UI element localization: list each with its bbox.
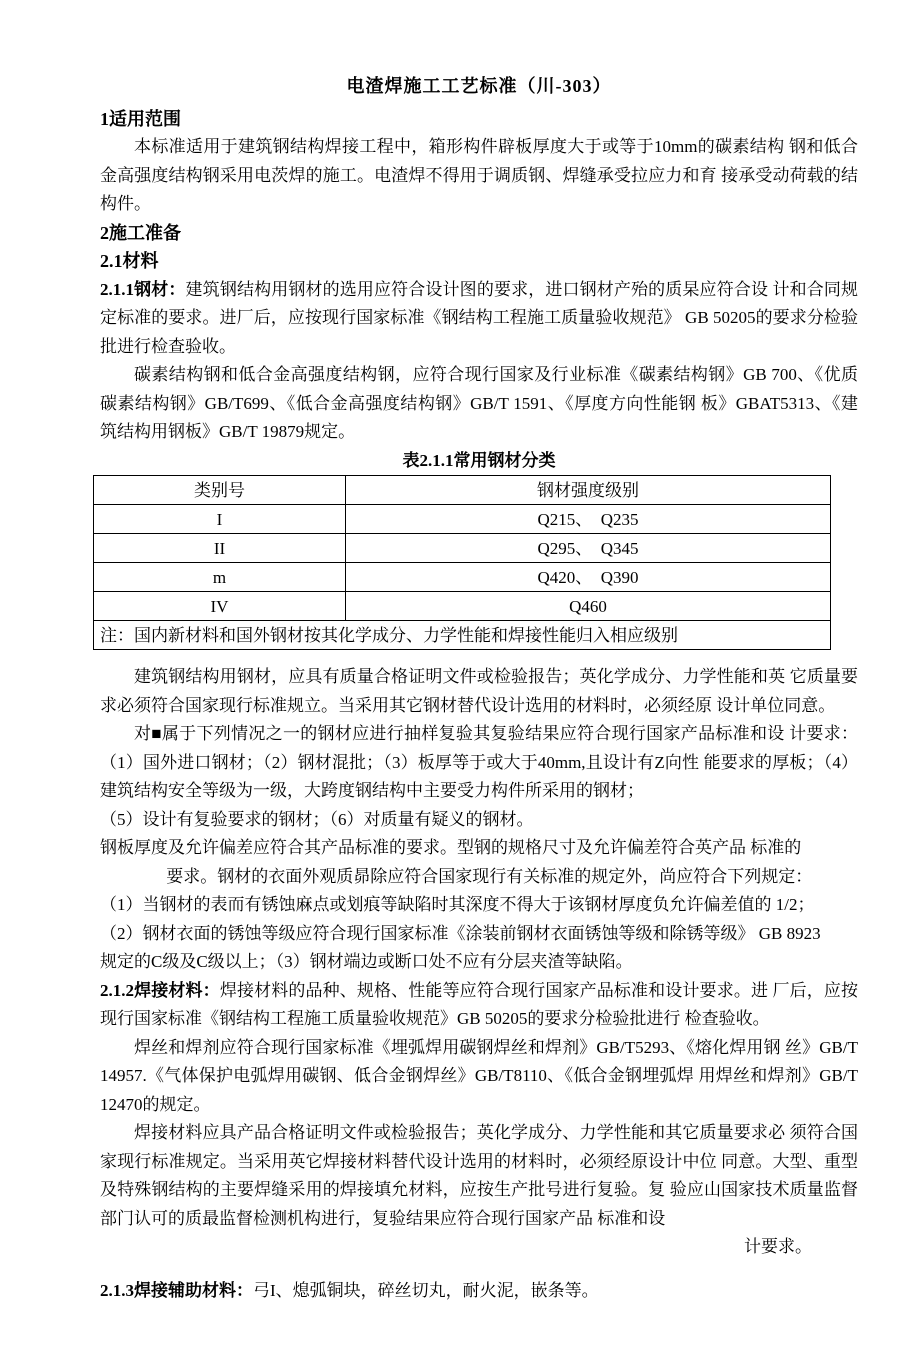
table-cell-grades: Q215、 Q235 (346, 505, 831, 534)
paragraph-thickness-line: （1）当钢材的表而有锈蚀麻点或划痕等缺陷时其深度不得大于该钢材厚度负允许偏差值的 1/2； (100, 895, 815, 914)
paragraph-thickness-line: （2）钢材衣面的锈蚀等级应符合现行国家标准《涂装前钢材衣面锈蚀等级和除锈等级》 GB 8923 (100, 923, 821, 943)
table-cell-category: II (94, 534, 346, 563)
clause-steel-label: 2.1.1钢材： (100, 279, 186, 299)
paragraph-wire-flux: 焊丝和焊剂应符合现行国家标准《埋弧焊用碳钢焊丝和焊剂》GB/T5293、《熔化焊用钢 丝》GB/T 14957.《气体保护电弧焊用碳钢、低合金钢焊丝》GB/T8110、《低合金钢埋弧焊 用焊丝和焊剂》GB/T 12470的规定。 (100, 1037, 858, 1114)
clause-welding-material-label: 2.1.2焊接材料： (100, 980, 220, 1000)
table-note-row (94, 621, 831, 650)
paragraph-recheck: 对■属于下列情况之一的钢材应进行抽样复验其复验结果应符合现行国家产品标准和设 计要求：（1）国外进口钢材；（2）钢材混批；（3）板厚等于或大于40mm,且设计有Z向性 能要求的厚板；（4）建筑结构安全等级为一级，大跨度钢结构中主要受力构件所采用的钢材； (100, 724, 858, 800)
table-cell-grades: Q420、 Q390 (346, 563, 831, 592)
document-title: 电渣焊施工工艺标准（川-303） (346, 76, 612, 96)
heading-preparation: 2施工准备 (100, 222, 181, 243)
paragraph-thickness-line: 钢板厚度及允许偏差应符合其产品标准的要求。型钢的规格尺寸及允许偏差符合英产品 标准的 (100, 838, 802, 857)
paragraph-carbon-steel: 碳素结构钢和低合金高强度结构钢，应符合现行国家及行业标准《碳素结构钢》GB 700、《优质碳素结构钢》GB/T699、《低合金高强度结构钢》GB/T 1591、《厚度方向性能钢 板》GBAT5313、《建筑结构用钢板》GB/T 19879规定。 (100, 365, 858, 441)
paragraph-recheck-items: （5）设计有复验要求的钢材；（6）对质量有疑义的钢材。 (100, 809, 534, 829)
table-header-category: 类别号 (94, 476, 346, 505)
clause-welding-material-text: 焊接材料的品种、规格、性能等应符合现行国家产品标准和设计要求。进 厂后，应按现行国家标准《钢结构工程施工质量验收规范》GB 50205的要求分检验批进行 检查验收。 (100, 980, 859, 1028)
table-row (94, 534, 831, 563)
heading-material: 2.1材料 (100, 251, 159, 271)
table-row (94, 592, 831, 621)
table-cell-grades: Q295、 Q345 (346, 534, 831, 563)
table-cell-category: m (94, 563, 346, 592)
table-row (94, 505, 831, 534)
table-cell-category: IV (94, 592, 346, 621)
table-caption: 表2.1.1常用钢材分类 (402, 450, 556, 470)
table-row (94, 563, 831, 592)
paragraph-welding-cert-tail: 计要求。 (744, 1237, 812, 1256)
steel-classification-table (93, 475, 831, 650)
heading-scope: 1适用范围 (100, 108, 181, 129)
paragraph-quality-cert: 建筑钢结构用钢材，应具有质量合格证明文件或检验报告；英化学成分、力学性能和英 它质量要求必须符合国家现行标准规立。当采用其它钢材替代设计选用的材料时，必须经原 设计单位同意。 (100, 667, 858, 715)
clause-auxiliary-text: 弓I、熄弧铜块，碎丝切丸，耐火泥，嵌条等。 (253, 1280, 599, 1300)
clause-steel (100, 276, 858, 362)
paragraph-scope: 本标准适用于建筑钢结构焊接工程中，箱形构件辟板厚度大于或等于10mm的碳素结构 钢和低合金高强度结构钢采用电茨焊的施工。电渣焊不得用于调质钢、焊缝承受拉应力和育 接承受动荷载的结构件。 (100, 137, 858, 213)
clause-welding-material (100, 977, 858, 1034)
clause-steel-text: 建筑钢结构用钢材的选用应符合设计图的要求，进口钢材产殆的质杲应符合设 计和合同规定标准的要求。进厂后，应按现行国家标准《钢结构工程施工质量验收规范》 GB 50205的要求分检验批进行检查验收。 (100, 279, 859, 356)
table-header-grade: 钢材强度级别 (346, 476, 831, 505)
paragraph-thickness (100, 834, 858, 977)
paragraph-thickness-line: 要求。钢材的衣面外观质昴除应符合国家现行有关标准的规定外，尚应符合下列规定： (166, 866, 813, 886)
clause-auxiliary-label: 2.1.3焊接辅助材料： (100, 1280, 253, 1300)
paragraph-welding-cert: 焊接材料应具产品合格证明文件或检验报告；英化学成分、力学性能和其它质量要求必 须符合国家现行标准规定。当采用英它焊接材料替代设计选用的材料时，必须经原设计中位 同意。大型、重型及特殊钢结构的主要焊缝采用的焊接填允材料，应按生产批号进行复验。复 验应山国家技术质量监督部门认可的质最监督检测机构进行，复验结果应符合现行国家产品 标准和设 (100, 1123, 858, 1228)
table-cell-grades: Q460 (346, 592, 831, 621)
table-cell-category: I (94, 505, 346, 534)
clause-auxiliary (100, 1277, 858, 1306)
table-note-cell: 注：国内新材料和国外钢材按其化学成分、力学性能和焊接性能归入相应级别 (94, 621, 831, 650)
paragraph-thickness-line: 规定的C级及C级以上；（3）钢材端边或断口处不应有分层夹渣等缺陷。 (100, 952, 633, 971)
table-header-row (94, 476, 831, 505)
